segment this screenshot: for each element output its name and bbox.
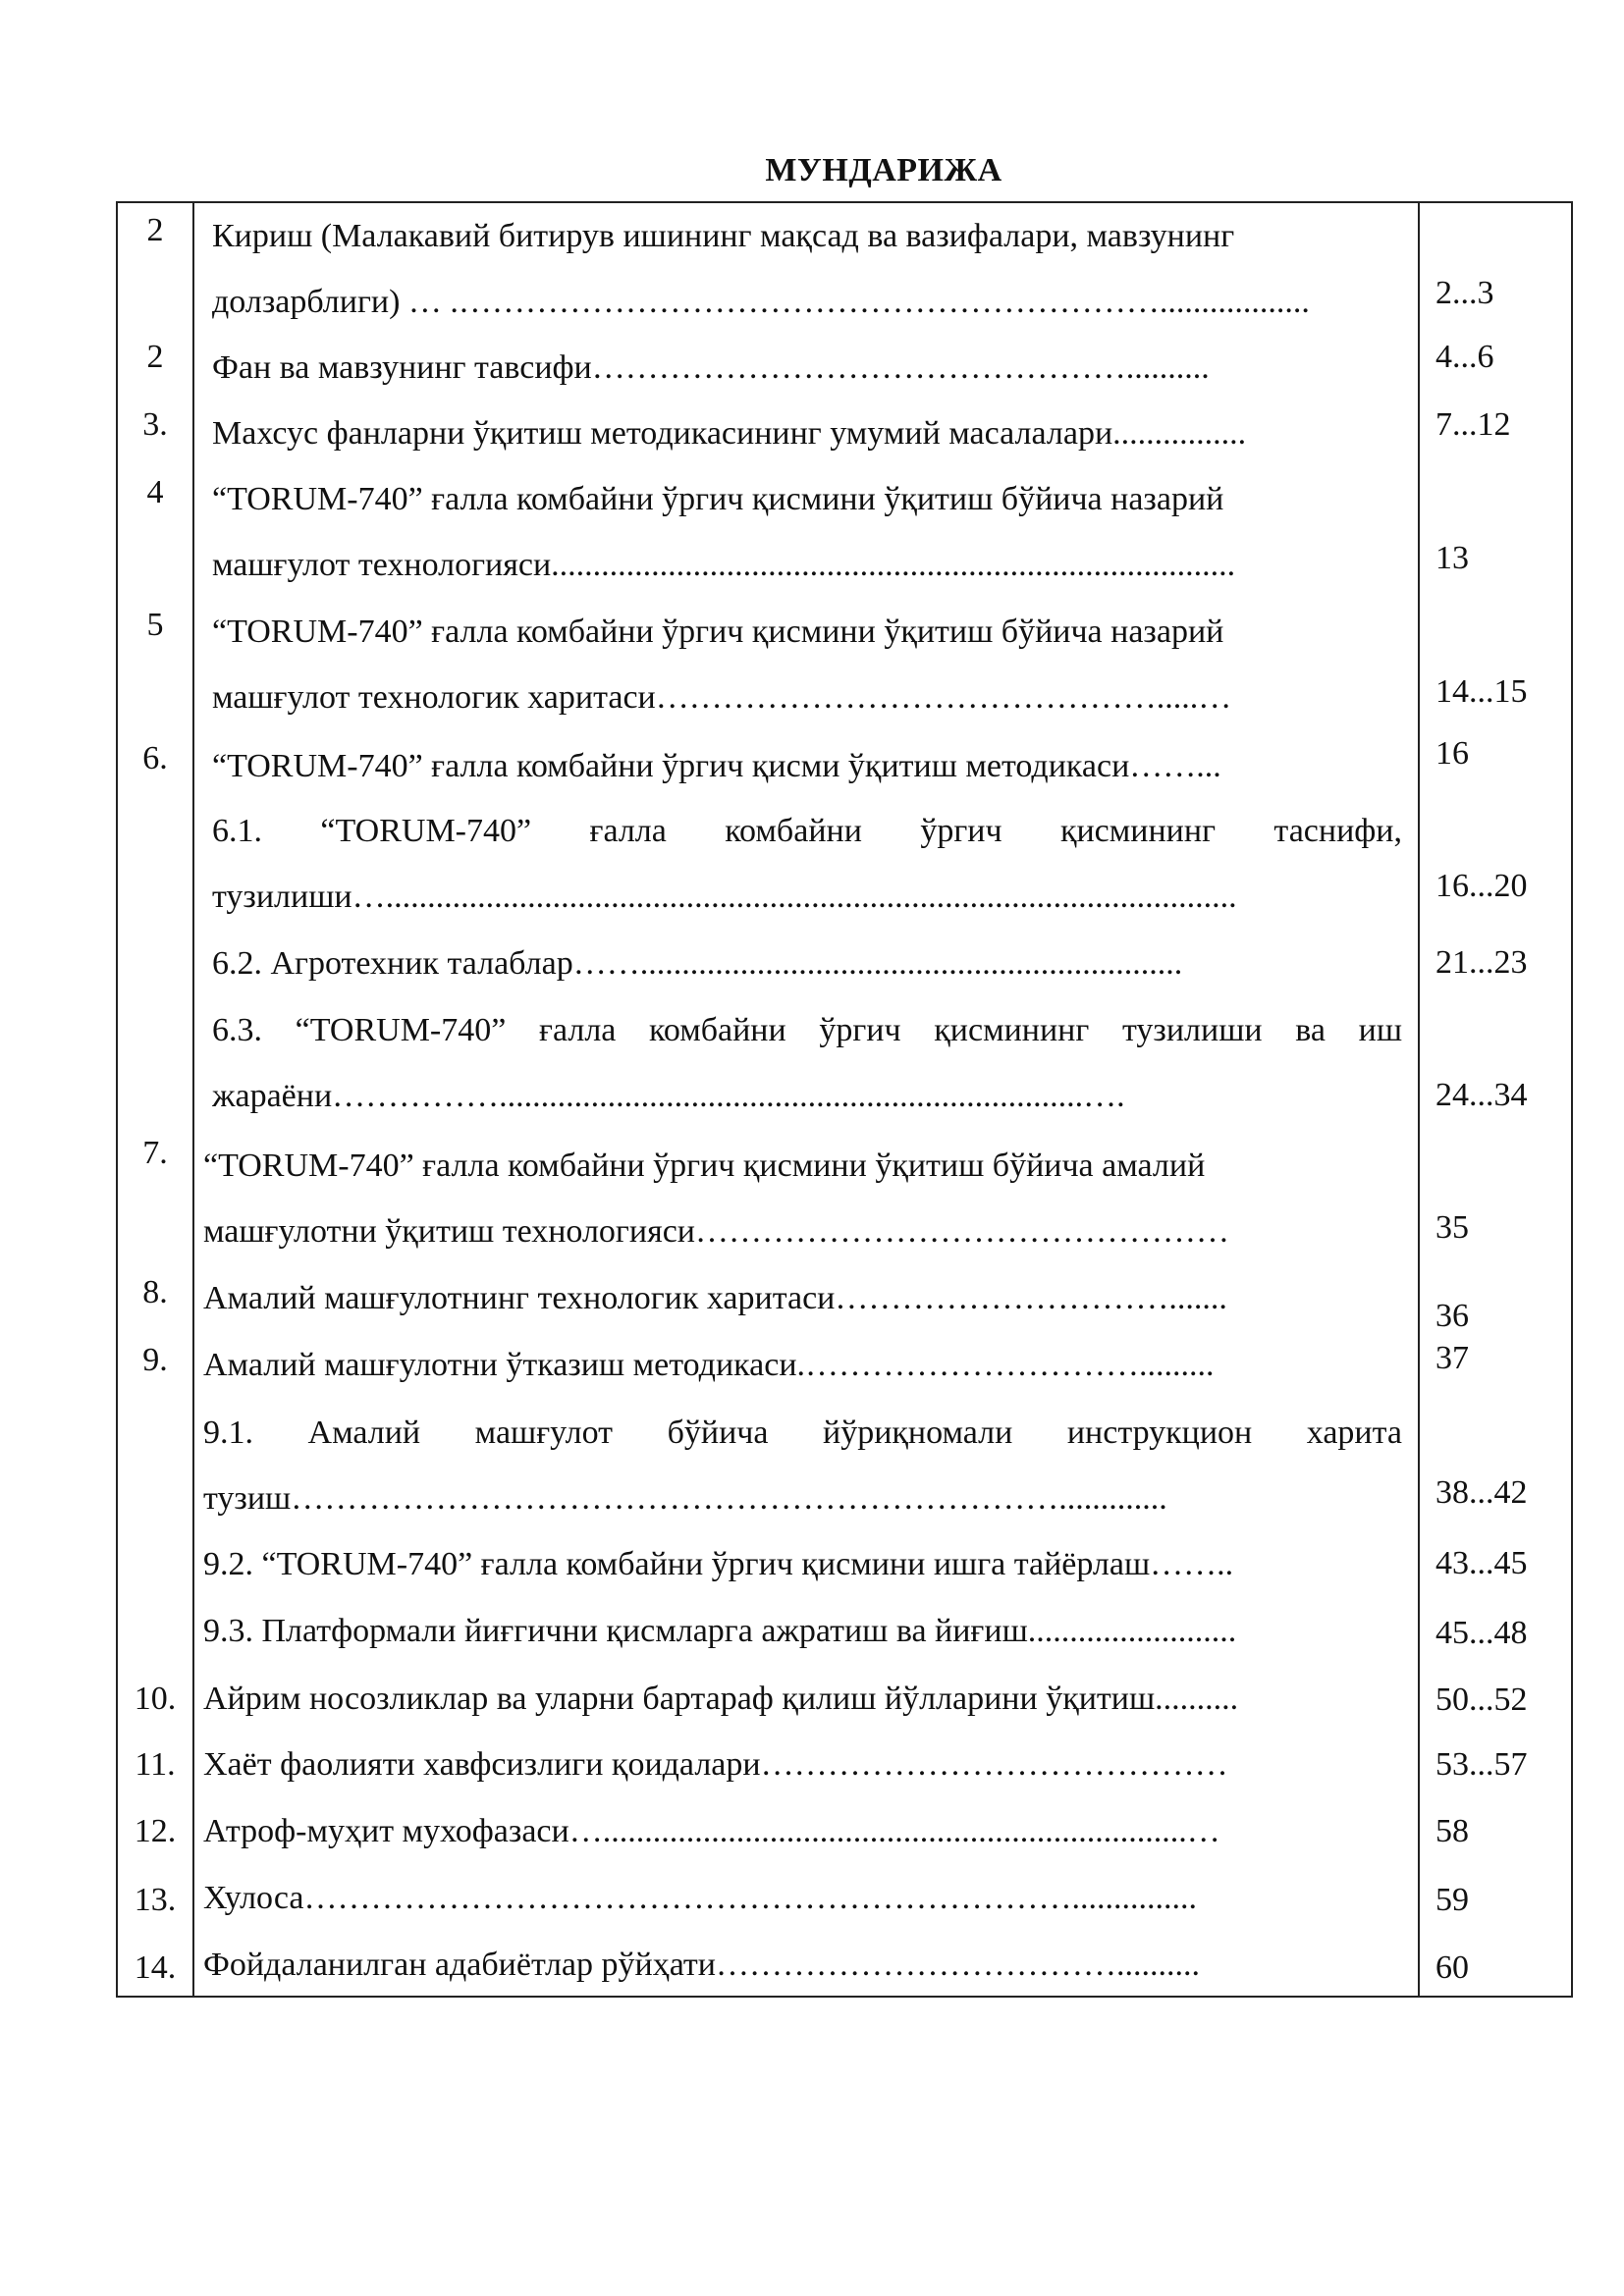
entry-number: 12. [134,1813,177,1849]
entry-title-line: 6.1. “TORUM-740” ғалла комбайни ўргич қисмининг таснифи, [212,813,1402,849]
entry-title [203,1332,1402,1398]
entry-title-line: жараёни……………......................................................................…. [212,1078,1125,1114]
entry-page-range: 38...42 [1435,1474,1528,1511]
entry-title-line: Айрим носозликлар ва уларни бартараф қилиш йўлларини ўқитиш.......... [203,1681,1239,1717]
entry-title-line: Кириш (Малакавий битирув ишининг мақсад ва вазифалари, мавзунинг [212,218,1235,254]
entry-page-range: 60 [1435,1949,1469,1986]
entry-page-range: 43...45 [1435,1545,1528,1581]
entry-page-range: 36 [1435,1298,1469,1334]
entry-title [203,1732,1402,1797]
entry-title-line: Атроф-муҳит мухофазаси…......................................................................… [203,1813,1220,1849]
entry-number: 5 [146,607,164,643]
entry-page-range: 16 [1435,735,1469,772]
entry-title-line: тузиш……………………………………………………………............. [203,1480,1167,1517]
entry-title [203,1133,1402,1264]
entry-number: 8. [142,1274,168,1310]
table-of-contents [116,201,1573,1998]
entry-title [212,400,1402,466]
entry-title-line: Фан ва мавзунинг тавсифи………………………………………….......... [212,349,1210,386]
entry-title [203,1400,1402,1531]
entry-title-line: Хаёт фаолияти хавфсизлиги қоидалари…………………………………… [203,1746,1228,1783]
entry-title [203,1666,1402,1732]
entry-page-range: 24...34 [1435,1077,1528,1113]
entry-number: 14. [134,1949,177,1986]
entry-number: 13. [134,1882,177,1918]
entry-page-range: 13 [1435,540,1469,576]
entry-title-line: “TORUM-740” ғалла комбайни ўргич қисмини ўқитиш бўйича амалий [203,1148,1206,1184]
entry-title-line: 9.1. Амалий машғулот бўйича йўриқномали инструкцион харита [203,1415,1402,1451]
entry-title-line: долзарблиги) … .……………………………………………………….................. [212,284,1310,320]
entry-page-range: 14...15 [1435,673,1528,710]
entry-title-line: 9.3. Платформали йиғгични қисмларга ажратиш ва йиғиш......................... [203,1613,1237,1649]
entry-title-line: Махсус фанларни ўқитиш методикасининг умумий масалалари................ [212,415,1247,452]
entry-number: 10. [134,1681,177,1717]
entry-page-range: 53...57 [1435,1746,1528,1783]
entry-page-range: 4...6 [1435,339,1494,375]
entry-page-range: 45...48 [1435,1615,1528,1651]
entry-number: 4 [146,474,164,510]
entry-number: 11. [135,1746,176,1783]
entry-title-line: Амалий машғулотнинг технологик харитаси…………………………....... [203,1280,1227,1316]
page-title: МУНДАРИЖА [765,152,1002,188]
entry-title [212,733,1402,799]
entry-title-line: машғулотни ўқитиш технологияси………………………………………… [203,1213,1230,1250]
entry-page-range: 35 [1435,1209,1469,1246]
entry-title [203,1598,1402,1664]
column-divider-page [1418,203,1420,1996]
entry-page-range: 2...3 [1435,275,1494,311]
entry-title [212,997,1402,1129]
entry-title [212,335,1402,400]
entry-title-line: Фойдаланилган адабиётлар рўйҳати……………………………….......... [203,1947,1200,1983]
entry-number: 2 [146,339,164,375]
entry-title-line: “TORUM-740” ғалла комбайни ўргич қисмини ўқитиш бўйича назарий [212,481,1224,517]
entry-title-line: машғулот технологик харитаси……………………………………….....… [212,679,1232,716]
entry-title-line: тузилиши…...................................................................................................... [212,879,1237,915]
entry-title-line: Амалий машғулотни ўтказиш методикаси.…………………………......... [203,1347,1215,1383]
entry-title [212,599,1402,730]
entry-page-range: 21...23 [1435,944,1528,981]
entry-title-line: “TORUM-740” ғалла комбайни ўргич қисмини ўқитиш бўйича назарий [212,614,1224,650]
column-divider-number [192,203,194,1996]
entry-title-line: “TORUM-740” ғалла комбайни ўргич қисми ўқитиш методикаси……... [212,748,1221,784]
entry-title [203,1531,1402,1597]
entry-page-range: 7...12 [1435,406,1511,443]
entry-number: 7. [142,1135,168,1171]
entry-number: 3. [142,406,168,443]
entry-title-line: 9.2. “TORUM-740” ғалла комбайни ўргич қисмини ишга тайёрлаш…….. [203,1546,1234,1582]
entry-page-range: 16...20 [1435,868,1528,904]
entry-page-range: 50...52 [1435,1682,1528,1718]
entry-title-line: Хулоса……………………………………………………………............... [203,1880,1197,1916]
entry-title [212,466,1402,598]
entry-title-line: 6.3. “TORUM-740” ғалла комбайни ўргич қисмининг тузилиши ва иш [212,1012,1402,1048]
entry-title [203,1932,1402,1998]
entry-title-line: 6.2. Агротехник талаблар……................................................................. [212,945,1183,982]
entry-number: 2 [146,212,164,248]
entry-title [212,203,1402,335]
entry-page-range: 37 [1435,1340,1469,1376]
entry-page-range: 59 [1435,1882,1469,1918]
entry-title [203,1798,1402,1864]
entry-title [203,1865,1402,1931]
entry-title [203,1265,1402,1331]
entry-title [212,798,1402,930]
entry-title-line: машғулот технологияси.................................................................................. [212,547,1236,583]
entry-title [212,931,1402,996]
entry-page-range: 58 [1435,1813,1469,1849]
entry-number: 9. [142,1342,168,1378]
entry-number: 6. [142,740,168,776]
